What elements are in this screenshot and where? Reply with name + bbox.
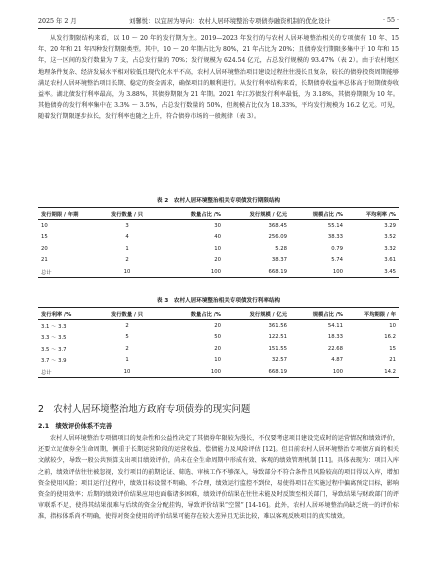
table-cell: 1 [125, 357, 129, 364]
table-cell: 3.61 [384, 257, 396, 264]
paragraph-performance-evaluation: 农村人居环境整治专项债项目的复杂性和公益性决定了其债券年限较为漫长，不仅要考虑项目建设完成时的运营情况和绩效评价，还要立足债券全生命周期，侧重于长期运营阶段的运营收益、偿债能力及风险评估 [12]。但目前农村人居环境整治专项债方面的相关文献较少，导致一般公共预算支出项目绩效评价，尚未在全生命周期中形成有效、客观的绩效管理机制 [11]。具体表现为：项目入库之前，绩效评估往往被忽视，发行项目的前期论证、筛选、审核工作不够深入，导致部分不符合条件且风险较高的项目得以入库，增加资金使用风险；项目运行过程中，绩效目标设置不明确、不合理，绩效运行监控不到位，易使得项目在实施过程中偏离预定目标，影响资金的使用效率；后期的绩效评价结果应用也面临诸多困难，绩效评价结果在往往未能及时反馈至相关部门，导致结果与财政部门的评审联系不足，使得其结果很难与后续的资金分配挂钩，导致评价结果“空置” [14-16]。此外，农村人居环境整治尚缺乏统一的评价标准，指标体系尚不明确，使得对资金使用的评价结果可能存在较大差异且无法比较，难以客观反映项目的真实绩效。 [38, 435, 399, 521]
table-cell: 668.19 [224, 366, 290, 378]
column-header: 平均利率 /% [346, 208, 399, 220]
table-row [38, 355, 399, 367]
table-row [38, 320, 399, 332]
table-cell: 3.7 ～ 3.9 [41, 358, 67, 365]
table-row [38, 243, 399, 255]
table-cell: 21 [41, 257, 48, 264]
table-cell: 3.3 ～ 3.5 [41, 335, 67, 342]
table-cell: 10 [100, 266, 154, 278]
table-cell: 21 [389, 357, 396, 364]
table-cell: 10 [214, 357, 221, 364]
table-cell: 2 [125, 257, 129, 264]
table-cell: 3.29 [384, 222, 396, 229]
header-page-number: · 55 · [382, 16, 399, 24]
table-header-row [38, 208, 399, 220]
column-header: 发行规模 / 亿元 [224, 208, 290, 220]
column-header: 发行数量 / 只 [100, 208, 154, 220]
section-heading: 2 农村人居环境整治地方政府专项债券的现实问题 [38, 404, 251, 415]
table-cell: 3 [125, 222, 129, 229]
table-cell: 3.45 [346, 266, 399, 278]
table-cell: 30 [214, 222, 221, 229]
table-row [38, 255, 399, 267]
table-row [38, 220, 399, 232]
column-header: 发行利率 /% [38, 308, 100, 320]
table-cell: 122.51 [268, 334, 287, 341]
table-cell: 5.28 [275, 245, 287, 252]
table-cell: 0.79 [331, 245, 343, 252]
table-cell: 10 [100, 366, 154, 378]
table-cell: 40 [214, 234, 221, 241]
column-header: 数量占比 /% [154, 308, 224, 320]
table-cell: 100 [154, 366, 224, 378]
table-3-caption: 表 3 农村人居环境整治相关专项债发行利率结构 [156, 298, 281, 304]
paragraph-maturity-structure: 从发行期限结构来看，以 10 ～ 20 年的发行期为主。2019—2023 年发行的与农村人居环境整治相关的专项债有 10 年、15 年、20 年和 21 年四种发行期限类型。其中，10 ～ 20 年期占比为 80%，21 年占比为 20%；且债券发行期限多集中于 10 年和 15 年，这一区间的发行数量为 7 支，占总发行量的 70%；发行规模为 624.54 亿元，占总发行规模的 93.47%（表 2）。由于农村地区地理条件复杂、经济发展水平相对较低且现代化水平不高，农村人居环境整治项目建设过程往往漫长且复杂，较长的债券投资周期能够满足农村人居环境整治项目长期、稳定的资金需求，确保项目的顺利进行。从发行利率结构来看，长期债券收益率总体高于短期债券收益率。湖北债发行利率最高，为 3.88%，其债券期限为 21 年期。2021 年江苏债发行利率最低，为 3.18%，其债券期限为 10 年。其他债券的发行利率集中在 3.3% ～ 3.5%，占总发行数量的 50%，但规模占比仅为 18.33%，平均发行规模为 16.2 亿元。可见，随着发行期限逐步拉长，发行利率也随之上升，符合债券市场的一般规律（表 3）。 [38, 35, 399, 121]
table-cell: 361.56 [268, 322, 287, 329]
column-header: 数量占比 /% [154, 208, 224, 220]
table-cell: 368.45 [268, 222, 287, 229]
table-cell: 20 [214, 257, 221, 264]
table-total-row [38, 366, 399, 378]
table-total-row [38, 266, 399, 278]
table-cell: 14.2 [346, 366, 399, 378]
table-cell: 总计 [38, 266, 100, 278]
table-cell: 2 [125, 345, 129, 352]
table-cell: 15 [389, 345, 396, 352]
table-cell: 50 [214, 334, 221, 341]
table-cell: 5 [125, 334, 129, 341]
table-header-row [38, 308, 399, 320]
table-cell: 10 [41, 222, 48, 229]
table-cell: 4 [125, 234, 129, 241]
table-cell: 100 [290, 366, 346, 378]
table-cell: 20 [214, 345, 221, 352]
table-cell: 668.19 [224, 266, 290, 278]
table-cell: 20 [214, 322, 221, 329]
table-cell: 54.11 [327, 322, 343, 329]
table-cell: 4.87 [331, 357, 343, 364]
table-cell: 18.33 [327, 334, 343, 341]
table-cell: 100 [290, 266, 346, 278]
table-cell: 22.68 [327, 345, 343, 352]
table-cell: 10 [389, 322, 396, 329]
table-cell: 3.32 [384, 245, 396, 252]
table-row [38, 331, 399, 343]
table-cell: 55.14 [327, 222, 343, 229]
table-cell: 38.37 [271, 257, 287, 264]
table-cell: 16.2 [384, 334, 396, 341]
table-3 [38, 307, 399, 378]
table-cell: 10 [214, 245, 221, 252]
table-cell: 100 [154, 266, 224, 278]
table-cell: 5.74 [331, 257, 343, 264]
table-cell: 1 [125, 245, 129, 252]
running-header [38, 14, 399, 26]
header-title: 刘馨悦：以宜居为导向：农村人居环境整治专项债券融资机制的优化设计 [129, 17, 331, 25]
table-cell: 32.57 [271, 357, 287, 364]
table-cell: 38.33 [327, 234, 343, 241]
table-cell: 2 [125, 322, 129, 329]
table-cell: 15 [41, 234, 48, 241]
table-2-caption: 表 2 农村人居环境整治相关专项债发行期限结构 [156, 198, 281, 204]
table-2 [38, 207, 399, 278]
column-header: 规模占比 /% [290, 208, 346, 220]
table-cell: 20 [41, 245, 48, 252]
table-row [38, 343, 399, 355]
table-cell: 总计 [38, 366, 100, 378]
table-row [38, 231, 399, 243]
table-cell: 3.52 [384, 234, 396, 241]
column-header: 发行期限 / 年期 [38, 208, 100, 220]
header-date: 2025 年 2 月 [38, 17, 77, 25]
column-header: 平均期限 / 年 [346, 308, 399, 320]
subsection-heading: 2.1 绩效评价体系不完善 [38, 423, 113, 430]
column-header: 规模占比 /% [290, 308, 346, 320]
column-header: 发行数量 / 只 [100, 308, 154, 320]
table-cell: 256.09 [268, 234, 287, 241]
table-cell: 151.55 [268, 345, 287, 352]
table-cell: 3.1 ～ 3.3 [41, 323, 67, 330]
header-rule [38, 28, 399, 29]
table-cell: 3.5 ～ 3.7 [41, 346, 67, 353]
column-header: 发行规模 / 亿元 [224, 308, 290, 320]
